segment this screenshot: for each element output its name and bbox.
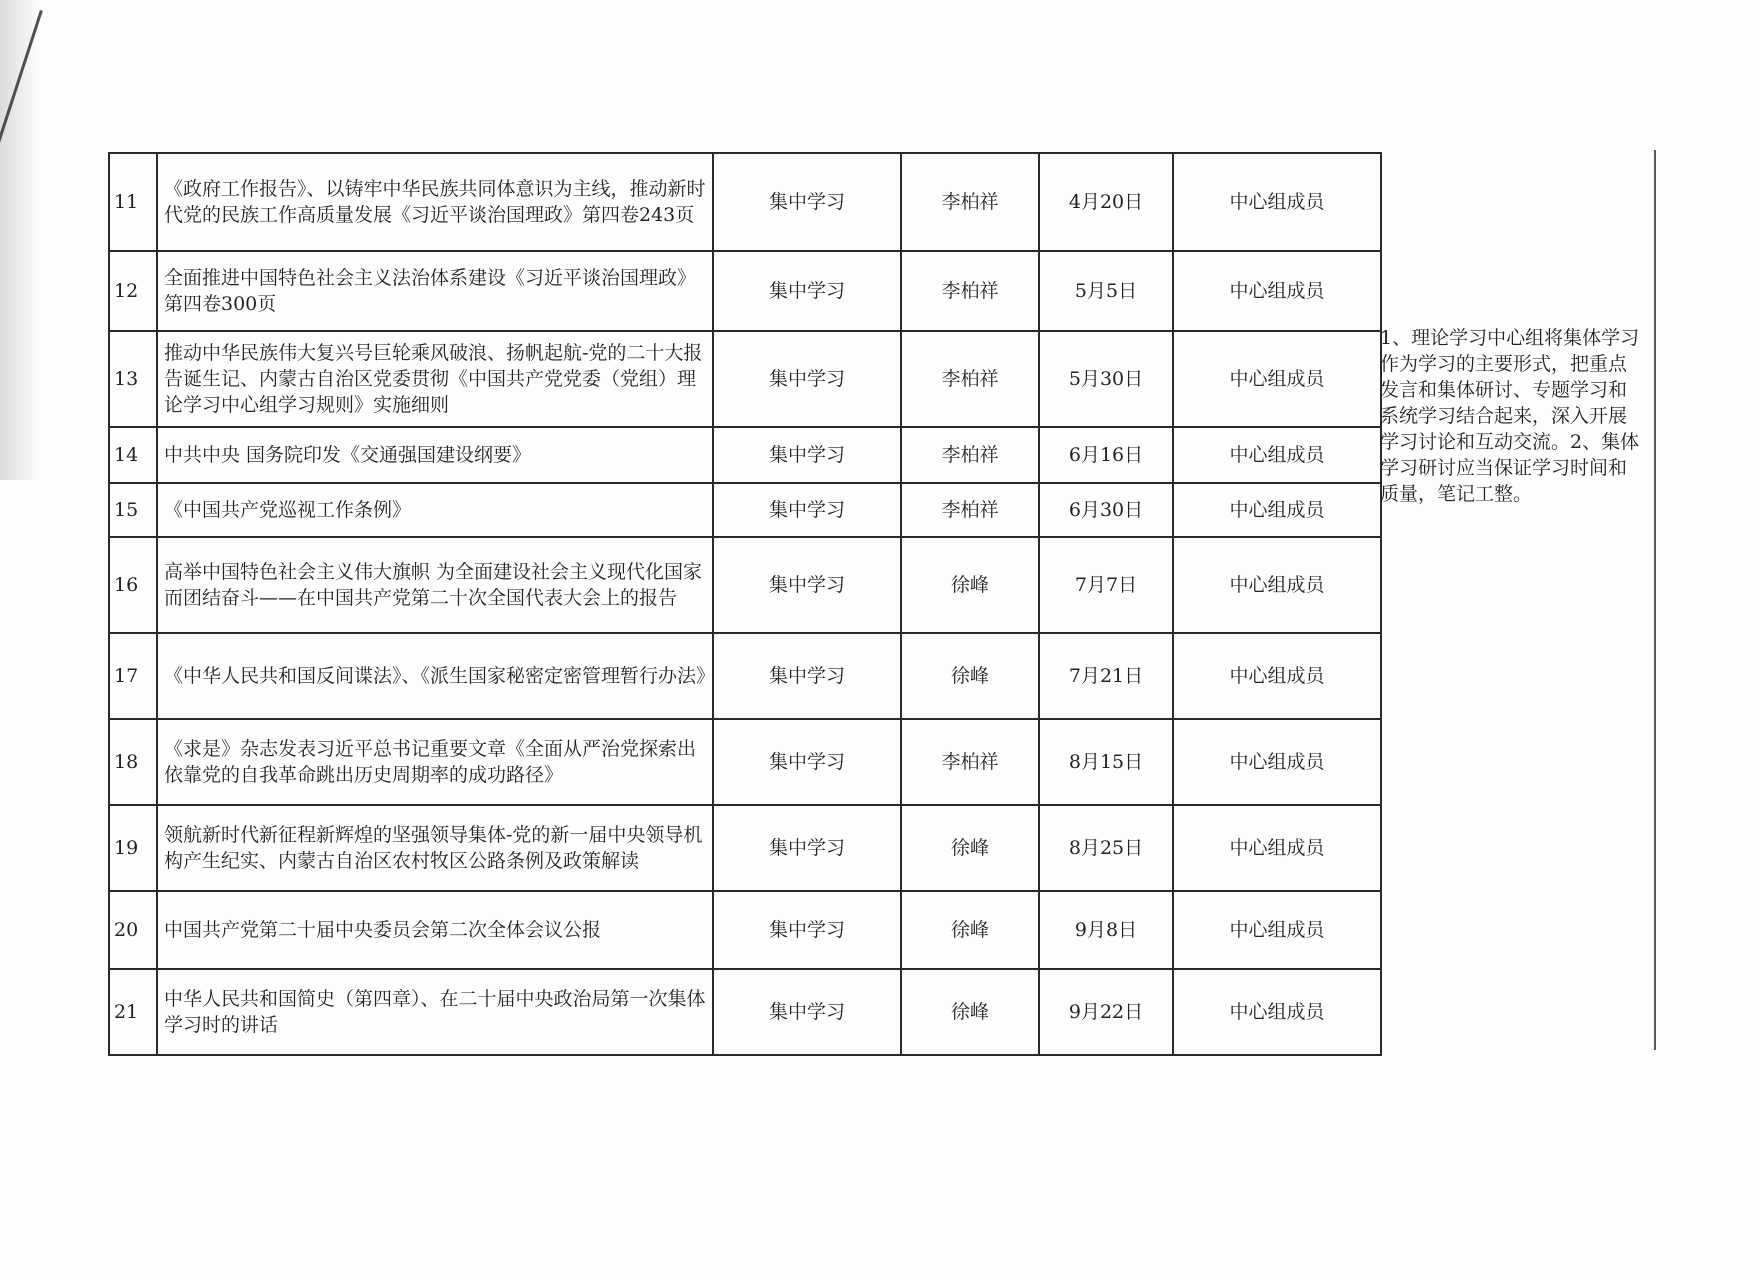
- study-form: 集中学习: [713, 483, 901, 537]
- study-content: 《政府工作报告》、以铸牢中华民族共同体意识为主线，推动新时代党的民族工作高质量发展《习近平谈治国理政》第四卷243页: [157, 153, 713, 251]
- row-number: 19: [109, 805, 157, 891]
- row-number: 18: [109, 719, 157, 805]
- speaker: 徐峰: [901, 805, 1039, 891]
- study-date: 8月25日: [1039, 805, 1173, 891]
- speaker: 徐峰: [901, 633, 1039, 719]
- study-content: 高举中国特色社会主义伟大旗帜 为全面建设社会主义现代化国家而团结奋斗——在中国共产党第二十次全国代表大会上的报告: [157, 537, 713, 633]
- attendees: 中心组成员: [1173, 483, 1381, 537]
- study-schedule-table: [108, 152, 1382, 1056]
- table-row: [109, 537, 1381, 633]
- row-number: 20: [109, 891, 157, 969]
- attendees: 中心组成员: [1173, 537, 1381, 633]
- study-date: 6月16日: [1039, 427, 1173, 483]
- table-row: [109, 719, 1381, 805]
- study-form: 集中学习: [713, 719, 901, 805]
- speaker: 李柏祥: [901, 719, 1039, 805]
- table-row: [109, 251, 1381, 331]
- study-form: 集中学习: [713, 251, 901, 331]
- study-content: 《中华人民共和国反间谍法》、《派生国家秘密定密管理暂行办法》: [157, 633, 713, 719]
- study-date: 9月8日: [1039, 891, 1173, 969]
- speaker: 徐峰: [901, 537, 1039, 633]
- study-date: 5月30日: [1039, 331, 1173, 427]
- table-row: [109, 633, 1381, 719]
- attendees: 中心组成员: [1173, 427, 1381, 483]
- table-row: [109, 805, 1381, 891]
- attendees: 中心组成员: [1173, 805, 1381, 891]
- row-number: 21: [109, 969, 157, 1055]
- table-row: [109, 891, 1381, 969]
- study-date: 7月21日: [1039, 633, 1173, 719]
- attendees: 中心组成员: [1173, 719, 1381, 805]
- study-form: 集中学习: [713, 891, 901, 969]
- speaker: 李柏祥: [901, 483, 1039, 537]
- speaker: 徐峰: [901, 969, 1039, 1055]
- row-number: 11: [109, 153, 157, 251]
- remark-column-border: [1654, 150, 1656, 1050]
- speaker: 徐峰: [901, 891, 1039, 969]
- row-number: 15: [109, 483, 157, 537]
- study-form: 集中学习: [713, 805, 901, 891]
- table-row: [109, 483, 1381, 537]
- study-date: 8月15日: [1039, 719, 1173, 805]
- study-date: 4月20日: [1039, 153, 1173, 251]
- study-content: 中华人民共和国简史（第四章）、在二十届中央政治局第一次集体学习时的讲话: [157, 969, 713, 1055]
- study-content: 中国共产党第二十届中央委员会第二次全体会议公报: [157, 891, 713, 969]
- attendees: 中心组成员: [1173, 891, 1381, 969]
- study-content: 领航新时代新征程新辉煌的坚强领导集体-党的新一届中央领导机构产生纪实、内蒙古自治区农村牧区公路条例及政策解读: [157, 805, 713, 891]
- study-content: 推动中华民族伟大复兴号巨轮乘风破浪、扬帆起航-党的二十大报告诞生记、内蒙古自治区党委贯彻《中国共产党党委（党组）理论学习中心组学习规则》实施细则: [157, 331, 713, 427]
- study-form: 集中学习: [713, 633, 901, 719]
- study-content: 《求是》杂志发表习近平总书记重要文章《全面从严治党探索出依靠党的自我革命跳出历史周期率的成功路径》: [157, 719, 713, 805]
- row-number: 16: [109, 537, 157, 633]
- study-form: 集中学习: [713, 969, 901, 1055]
- study-form: 集中学习: [713, 331, 901, 427]
- study-date: 9月22日: [1039, 969, 1173, 1055]
- attendees: 中心组成员: [1173, 153, 1381, 251]
- study-content: 中共中央 国务院印发《交通强国建设纲要》: [157, 427, 713, 483]
- study-date: 5月5日: [1039, 251, 1173, 331]
- table-row: [109, 427, 1381, 483]
- study-date: 7月7日: [1039, 537, 1173, 633]
- attendees: 中心组成员: [1173, 331, 1381, 427]
- speaker: 李柏祥: [901, 153, 1039, 251]
- study-form: 集中学习: [713, 153, 901, 251]
- study-form: 集中学习: [713, 537, 901, 633]
- table-row: [109, 331, 1381, 427]
- row-number: 13: [109, 331, 157, 427]
- row-number: 14: [109, 427, 157, 483]
- study-content: 全面推进中国特色社会主义法治体系建设《习近平谈治国理政》第四卷300页: [157, 251, 713, 331]
- table-row: [109, 969, 1381, 1055]
- study-form: 集中学习: [713, 427, 901, 483]
- remark-text: 1、理论学习中心组将集体学习作为学习的主要形式，把重点发言和集体研讨、专题学习和系统学习结合起来，深入开展学习讨论和互动交流。2、集体学习研讨应当保证学习时间和质量，笔记工整。: [1380, 327, 1640, 505]
- speaker: 李柏祥: [901, 251, 1039, 331]
- table-row: [109, 153, 1381, 251]
- speaker: 李柏祥: [901, 331, 1039, 427]
- attendees: 中心组成员: [1173, 633, 1381, 719]
- attendees: 中心组成员: [1173, 969, 1381, 1055]
- study-date: 6月30日: [1039, 483, 1173, 537]
- study-content: 《中国共产党巡视工作条例》: [157, 483, 713, 537]
- row-number: 12: [109, 251, 157, 331]
- row-number: 17: [109, 633, 157, 719]
- speaker: 李柏祥: [901, 427, 1039, 483]
- attendees: 中心组成员: [1173, 251, 1381, 331]
